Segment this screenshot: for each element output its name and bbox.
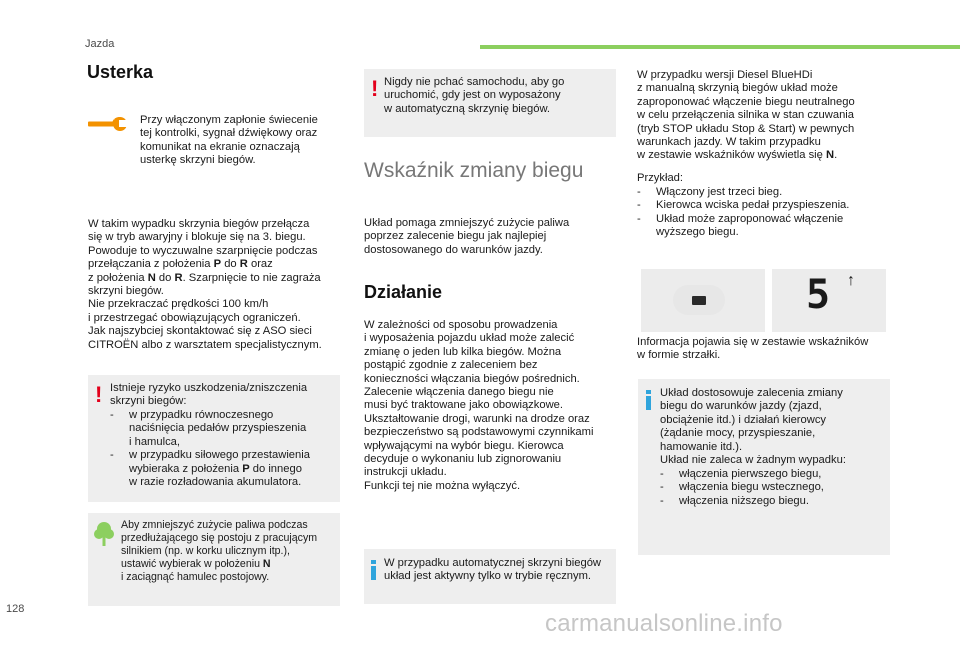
bold-term: N bbox=[262, 558, 271, 570]
text-line: Aby zmniejszyć zużycie paliwa podczas bbox=[121, 519, 308, 531]
text-line: przełączania z położenia P do R oraz bbox=[88, 258, 273, 271]
text-line: W przypadku wersji Diesel BlueHDi bbox=[637, 69, 813, 81]
bold-term: R bbox=[174, 271, 183, 284]
list-item: - Kierowca wciska pedał przyspieszenia. bbox=[637, 199, 887, 212]
text-line: Jak najszybciej skontaktować się z ASO sieci bbox=[88, 325, 312, 338]
text-line: z manualną skrzynią biegów układ może bbox=[637, 82, 838, 95]
text-line: w celu przełączenia silnika w stan czuwania bbox=[637, 109, 855, 122]
bold-term: R bbox=[239, 258, 248, 271]
text-line: CITROËN albo z warsztatem specjalistycznym. bbox=[88, 338, 322, 351]
leaf-icon bbox=[93, 521, 115, 551]
gear-indicator-intro: Układ pomaga zmniejszyć zużycie paliwa poprzez zalecenie biegu jak najlepiej dostosowanego do warunków jazdy. bbox=[364, 217, 570, 256]
text-line: (tryb STOP układu Stop & Start) w pewnych bbox=[637, 122, 855, 135]
list-item: - w przypadku równoczesnego naciśnięcia pedałów przyspieszenia i hamulca, bbox=[110, 409, 336, 449]
text-line: przedłużającego się postoju z pracującym bbox=[121, 532, 318, 544]
bold-term: N bbox=[826, 149, 835, 162]
list-item: - włączenia pierwszego biegu, bbox=[660, 468, 886, 481]
info-adaptation-intro: Układ dostosowuje zalecenia zmiany biegu do warunków jazdy (zjazd, obciążenie itd.) i działań kierowcy (żądanie mocy, przyspieszanie, hamowanie itd.). Układ nie zaleca w żadnym wypadku: bbox=[660, 387, 846, 467]
subtitle-gear-indicator: Wskaźnik zmiany biegu bbox=[364, 159, 584, 182]
text-line: Powoduje to wyczuwalne szarpnięcie podczas bbox=[88, 244, 318, 257]
shift-up-arrow-icon: ↑ bbox=[847, 272, 855, 289]
info-automatic-text: W przypadku automatycznej skrzyni biegów układ jest aktywny tylko w trybie ręcznym. bbox=[384, 557, 602, 583]
info-adaptation-list bbox=[660, 468, 886, 508]
page-number: 128 bbox=[6, 603, 25, 615]
text-line: ustawić wybierak w położeniu N bbox=[121, 558, 271, 570]
eco-tip-text bbox=[121, 519, 337, 584]
display-caption: Informacja pojawia się w zestawie wskaźników w formie strzałki. bbox=[637, 336, 869, 362]
bold-term: N bbox=[147, 271, 156, 284]
warning-push-text: Nigdy nie pchać samochodu, aby go uruchomić, gdy jest on wyposażony w automatyczną skrzynię biegów. bbox=[384, 76, 565, 115]
text-line: W takim wypadku skrzynia biegów przełącza bbox=[88, 218, 310, 230]
exclamation-icon: ! bbox=[95, 382, 103, 407]
bluehdi-body bbox=[637, 69, 887, 163]
text-line: Nie przekraczać prędkości 100 km/h bbox=[88, 298, 269, 311]
title-dzialanie: Działanie bbox=[364, 282, 443, 302]
list-item: - włączenia niższego biegu. bbox=[660, 495, 886, 508]
text-line: silnikiem (np. w korku ulicznym itp.), bbox=[121, 545, 290, 557]
warning-damage-list bbox=[110, 409, 336, 489]
header-accent-bar bbox=[480, 45, 960, 49]
header-section: Jazda bbox=[85, 38, 115, 50]
text-line: zaproponować włączenie biegu neutralnego bbox=[637, 95, 855, 108]
text-line: i zaciągnąć hamulec postojowy. bbox=[121, 571, 270, 583]
watermark: carmanualsonline.info bbox=[545, 610, 783, 637]
list-item: - włączenia biegu wstecznego, bbox=[660, 481, 886, 494]
wrench-icon bbox=[88, 116, 128, 136]
bold-term: P bbox=[242, 462, 250, 475]
warning-damage-intro: Istnieje ryzyko uszkodzenia/zniszczenia skrzyni biegów: bbox=[110, 382, 308, 408]
gear-digit: 5 bbox=[806, 272, 831, 318]
text-line: w zestawie wskaźników wyświetla się N. bbox=[637, 149, 838, 162]
text-line: się w tryb awaryjny i blokuje się na 3. biegu. bbox=[88, 231, 306, 244]
exclamation-icon: ! bbox=[371, 76, 379, 101]
info-icon bbox=[645, 390, 653, 414]
example-list bbox=[637, 186, 887, 240]
fault-body bbox=[88, 218, 344, 352]
operation-body: W zależności od sposobu prowadzenia i wyposażenia pojazdu układ może zalecić zmianę o jeden lub kilka biegów. Można postąpić zgodnie z zaleceniem bez konieczności włączania biegów pośrednich. Zalecenie włączenia danego biegu nie musi być traktowane jako obowiązkowe. Ukształtowanie drogi, warunki na drodze oraz bezpieczeństwo są podstawowymi czynnikami wpływającymi na wybór biegu. Kierowca decyduje o wykonaniu lub zignorowaniu instrukcji układu. Funkcji tej nie można wyłączyć. bbox=[364, 319, 594, 492]
info-icon bbox=[370, 560, 378, 584]
text-line: skrzyni biegów. bbox=[88, 285, 164, 298]
list-item: - Układ może zaproponować włączenie wyższego biegu. bbox=[637, 213, 887, 240]
example-label: Przykład: bbox=[637, 172, 684, 184]
list-item: - w przypadku siłowego przestawienia wybieraka z położenia P do innego w razie rozładowania akumulatora. bbox=[110, 449, 336, 489]
text-line: z położenia N do R. Szarpnięcie to nie zagraża bbox=[88, 271, 321, 284]
fault-intro: Przy włączonym zapłonie świecenie tej kontrolki, sygnał dźwiękowy oraz komunikat na ekranie oznaczają usterkę skrzyni biegów. bbox=[140, 114, 318, 167]
text-line: i przestrzegać obowiązujących ograniczeń. bbox=[88, 311, 301, 324]
cluster-display-icon bbox=[692, 296, 706, 305]
bold-term: P bbox=[213, 258, 222, 271]
list-item: - Włączony jest trzeci bieg. bbox=[637, 186, 887, 199]
title-usterka: Usterka bbox=[87, 62, 154, 82]
text-line: warunkach jazdy. W takim przypadku bbox=[637, 136, 821, 149]
